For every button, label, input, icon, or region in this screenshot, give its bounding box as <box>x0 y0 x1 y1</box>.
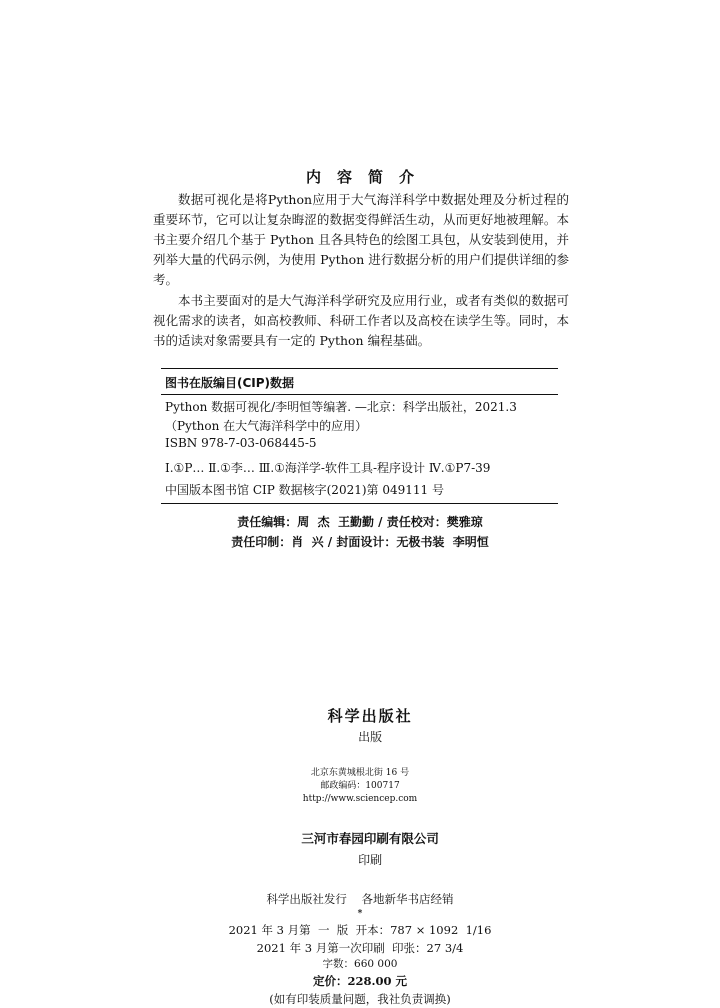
printer-name: 三河市春园印刷有限公司 <box>301 831 439 846</box>
cip-heading: 图书在版编目(CIP)数据 <box>165 376 295 390</box>
separator-star: * <box>357 909 363 919</box>
cip-line-1: Python 数据可视化/李明恒等编著. —北京：科学出版社，2021.3 <box>165 400 517 414</box>
publisher-postcode: 邮政编码：100717 <box>320 781 400 791</box>
publisher-address: 北京东黄城根北街 16 号 <box>310 768 410 778</box>
editors-line-1: 责任编辑：周 杰 王勤勤 / 责任校对：樊雅琼 <box>237 515 483 529</box>
price: 定价：228.00 元 <box>312 974 407 988</box>
intro-paragraph-1: 数据可视化是将Python应用于大气海洋科学中数据处理及分析过程的重要环节，它可以让复杂晦涩的数据变得鲜活生动，从而更好地被理解。本书主要介绍几个基于 Python 且各具特色的绘图工具包，从安装到使用，并列举大量的代码示例，为使用 Python 进行数据分析的用户们提供详细的参考。 <box>153 192 569 287</box>
colophon-block <box>0 686 720 1008</box>
intro-section <box>153 190 569 351</box>
cip-data-box <box>161 368 558 504</box>
cip-line-2: （Python 在大气海洋科学中的应用） <box>165 419 368 433</box>
cip-divider <box>161 394 558 395</box>
publisher-website: http://www.sciencep.com <box>302 794 418 804</box>
page-title: 内容简介 <box>305 168 430 186</box>
editors-block <box>0 512 720 552</box>
word-count: 字数：660 000 <box>322 958 398 970</box>
printer-suffix: 印刷 <box>358 853 383 867</box>
publisher-suffix: 出版 <box>358 730 383 744</box>
cip-line-5: 中国版本图书馆 CIP 数据核字(2021)第 049111 号 <box>165 483 444 497</box>
cip-line-3: ISBN 978-7-03-068445-5 <box>165 436 317 450</box>
distribution-line: 科学出版社发行 各地新华书店经销 <box>266 892 454 906</box>
publisher-name: 科学出版社 <box>327 707 413 725</box>
edition-line: 2021 年 3 月第 一 版 开本：787 × 1092 1/16 <box>228 923 492 937</box>
intro-paragraph-2: 本书主要面对的是大气海洋科学研究及应用行业，或者有类似的数据可视化需求的读者，如高校教师、科研工作者以及高校在读学生等。同时，本书的适读对象需要具有一定的 Python 编程基础。 <box>153 293 569 348</box>
printing-line: 2021 年 3 月第一次印刷 印张：27 3/4 <box>256 941 464 955</box>
editors-line-2: 责任印制：肖 兴 / 封面设计：无极书装 李明恒 <box>231 535 489 549</box>
quality-notice: (如有印装质量问题，我社负责调换) <box>269 992 451 1006</box>
cip-line-4: Ⅰ.①P… Ⅱ.①李… Ⅲ.①海洋学-软件工具-程序设计 Ⅳ.①P7-39 <box>165 461 491 475</box>
